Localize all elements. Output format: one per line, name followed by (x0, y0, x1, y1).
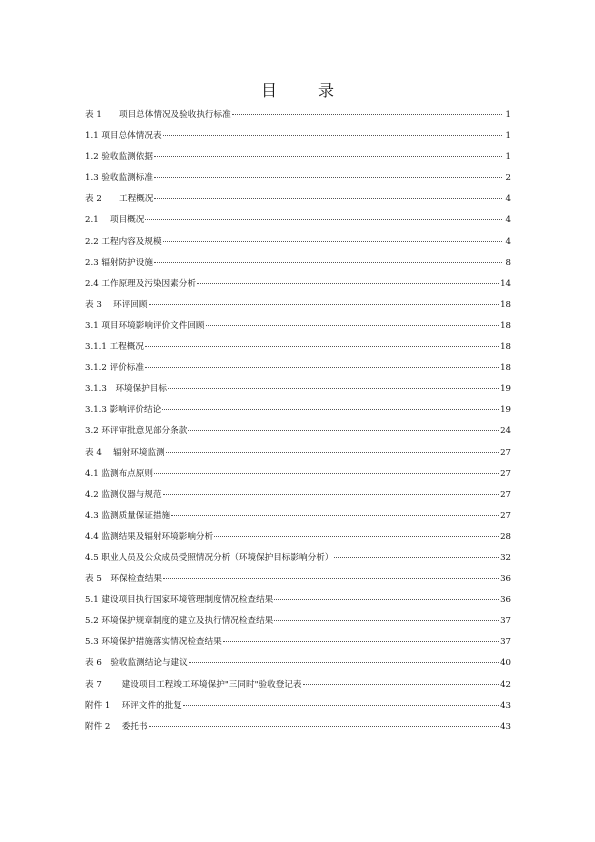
toc-entry-title: 3.1 项目环境影响评价文件回顾 (85, 320, 205, 331)
toc-entry[interactable] (85, 656, 511, 677)
toc-entry-title: 附件 1 环评文件的批复 (85, 700, 182, 711)
dot-leader (163, 578, 499, 579)
toc-entry-page-number: 4 (505, 236, 511, 247)
toc-entry-title: 3.1.3 环境保护目标 (85, 384, 168, 395)
dot-leader (188, 430, 499, 431)
dot-leader (232, 114, 502, 115)
toc-entry[interactable] (85, 403, 511, 424)
toc-entry-page-number: 36 (500, 574, 511, 585)
dot-leader (214, 536, 499, 537)
toc-entry[interactable] (85, 129, 511, 150)
dot-leader (154, 262, 502, 263)
toc-entry-title: 4.2 监测仪器与规范 (85, 489, 162, 500)
toc-entry-title: 3.2 环评审批意见部分条款 (85, 426, 188, 437)
toc-entry-title: 表 7 建设项目工程竣工环境保护"三同时"验收登记表 (85, 679, 302, 690)
toc-entry-title: 3.1.2 评价标准 (85, 363, 144, 374)
toc-entry[interactable] (85, 635, 511, 656)
toc-entry-page-number: 1 (505, 152, 511, 163)
dot-leader (303, 684, 500, 685)
toc-entry-page-number: 43 (500, 721, 511, 732)
toc-entry-page-number: 32 (500, 552, 511, 563)
toc-entry-title: 表 2 工程概况 (85, 194, 154, 205)
toc-entry[interactable] (85, 361, 511, 382)
toc-entry[interactable] (85, 614, 511, 635)
toc-entry-page-number: 36 (500, 595, 511, 606)
toc-entry-page-number: 27 (500, 489, 511, 500)
dot-leader (154, 156, 502, 157)
toc-entry[interactable] (85, 572, 511, 593)
toc-entry-page-number: 27 (500, 447, 511, 458)
dot-leader (171, 515, 499, 516)
dot-leader (223, 641, 499, 642)
toc-entry-page-number: 18 (500, 320, 511, 331)
dot-leader (154, 198, 502, 199)
toc-entry-page-number: 14 (500, 278, 511, 289)
toc-entry[interactable] (85, 720, 511, 741)
dot-leader (206, 325, 500, 326)
toc-entry[interactable] (85, 213, 511, 234)
dot-leader (154, 473, 499, 474)
dot-leader (168, 388, 499, 389)
toc-entry-title: 1.3 验收监测标准 (85, 173, 153, 184)
toc-entry-page-number: 1 (505, 131, 511, 142)
toc-entry-page-number: 2 (505, 173, 511, 184)
toc-entry[interactable] (85, 340, 511, 361)
toc-entry[interactable] (85, 530, 511, 551)
dot-leader (334, 557, 499, 558)
toc-entry[interactable] (85, 382, 511, 403)
toc-title: 目 录 (260, 81, 353, 100)
toc-entry[interactable] (85, 467, 511, 488)
toc-entry-title: 表 1 项目总体情况及验收执行标准 (85, 110, 231, 120)
toc-entry-page-number: 27 (500, 468, 511, 479)
toc-entry[interactable] (85, 319, 511, 340)
toc-entry-page-number: 19 (500, 384, 511, 395)
toc-entry[interactable] (85, 699, 511, 720)
toc-entry-page-number: 27 (500, 510, 511, 521)
dot-leader (274, 599, 499, 600)
toc-entry-title: 表 3 环评回顾 (85, 299, 148, 310)
toc-entry-title: 5.3 环境保护措施落实情况检查结果 (85, 637, 222, 648)
toc-entry-page-number: 24 (500, 426, 511, 437)
toc-entry[interactable] (85, 235, 511, 256)
toc-entry-title: 4.4 监测结果及辐射环境影响分析 (85, 531, 214, 542)
table-of-contents (85, 108, 511, 741)
toc-entry-page-number: 18 (500, 363, 511, 374)
dot-leader (166, 452, 499, 453)
toc-entry-title: 表 4 辐射环境监测 (85, 447, 165, 458)
dot-leader (145, 219, 502, 220)
toc-entry[interactable] (85, 551, 511, 572)
toc-entry-title: 2.1 项目概况 (85, 215, 145, 226)
dot-leader (162, 409, 499, 410)
toc-entry-title: 5.2 环境保护规章制度的建立及执行情况检查结果 (85, 616, 274, 627)
toc-entry-title: 3.1.3 影响评价结论 (85, 405, 162, 416)
toc-entry-page-number: 19 (500, 405, 511, 416)
dot-leader (149, 726, 500, 727)
dot-leader (163, 494, 500, 495)
toc-entry-page-number: 28 (500, 531, 511, 542)
dot-leader (183, 705, 499, 706)
toc-entry[interactable] (85, 277, 511, 298)
toc-entry-page-number: 18 (500, 342, 511, 353)
dot-leader (154, 177, 502, 178)
toc-entry[interactable] (85, 298, 511, 319)
toc-entry-page-number: 40 (500, 658, 511, 669)
toc-entry[interactable] (85, 593, 511, 614)
toc-entry-page-number: 4 (505, 194, 511, 205)
dot-leader (149, 304, 500, 305)
toc-entry-title: 2.4 工作原理及污染因素分析 (85, 278, 196, 289)
toc-entry-page-number: 43 (500, 700, 511, 711)
toc-entry-page-number: 42 (500, 679, 511, 690)
dot-leader (163, 135, 502, 136)
toc-entry-page-number: 37 (500, 616, 511, 627)
dot-leader (145, 367, 499, 368)
toc-entry-title: 5.1 建设项目执行国家环境管理制度情况检查结果 (85, 595, 274, 606)
toc-entry-title: 1.1 项目总体情况表 (85, 131, 162, 142)
toc-entry-page-number: 4 (505, 215, 511, 226)
toc-entry-title: 4.3 监测质量保证措施 (85, 510, 171, 521)
toc-entry[interactable] (85, 256, 511, 277)
toc-entry-title: 3.1.1 工程概况 (85, 342, 144, 353)
toc-entry[interactable] (85, 171, 511, 192)
dot-leader (274, 620, 499, 621)
dot-leader (163, 241, 502, 242)
toc-entry-page-number: 8 (505, 257, 511, 268)
dot-leader (197, 283, 499, 284)
toc-entry-page-number: 18 (500, 299, 511, 310)
dot-leader (145, 346, 499, 347)
toc-entry[interactable] (85, 509, 511, 530)
toc-entry[interactable] (85, 192, 511, 213)
toc-entry-title: 表 5 环保检查结果 (85, 574, 162, 585)
toc-entry-page-number: 1 (505, 110, 511, 120)
toc-entry-title: 附件 2 委托书 (85, 721, 148, 732)
toc-entry-title: 表 6 验收监测结论与建议 (85, 658, 188, 669)
toc-entry-title: 4.5 职业人员及公众成员受照情况分析（环境保护目标影响分析） (85, 552, 334, 563)
toc-entry-title: 2.3 辐射防护设施 (85, 257, 153, 268)
toc-entry[interactable] (85, 678, 511, 699)
toc-entry[interactable] (85, 108, 511, 129)
toc-entry[interactable] (85, 446, 511, 467)
toc-entry[interactable] (85, 424, 511, 445)
toc-entry-page-number: 37 (500, 637, 511, 648)
toc-entry-title: 2.2 工程内容及规模 (85, 236, 162, 247)
toc-entry-title: 4.1 监测布点原则 (85, 468, 153, 479)
toc-entry[interactable] (85, 488, 511, 509)
toc-entry-title: 1.2 验收监测依据 (85, 152, 153, 163)
dot-leader (189, 662, 499, 663)
toc-entry[interactable] (85, 150, 511, 171)
